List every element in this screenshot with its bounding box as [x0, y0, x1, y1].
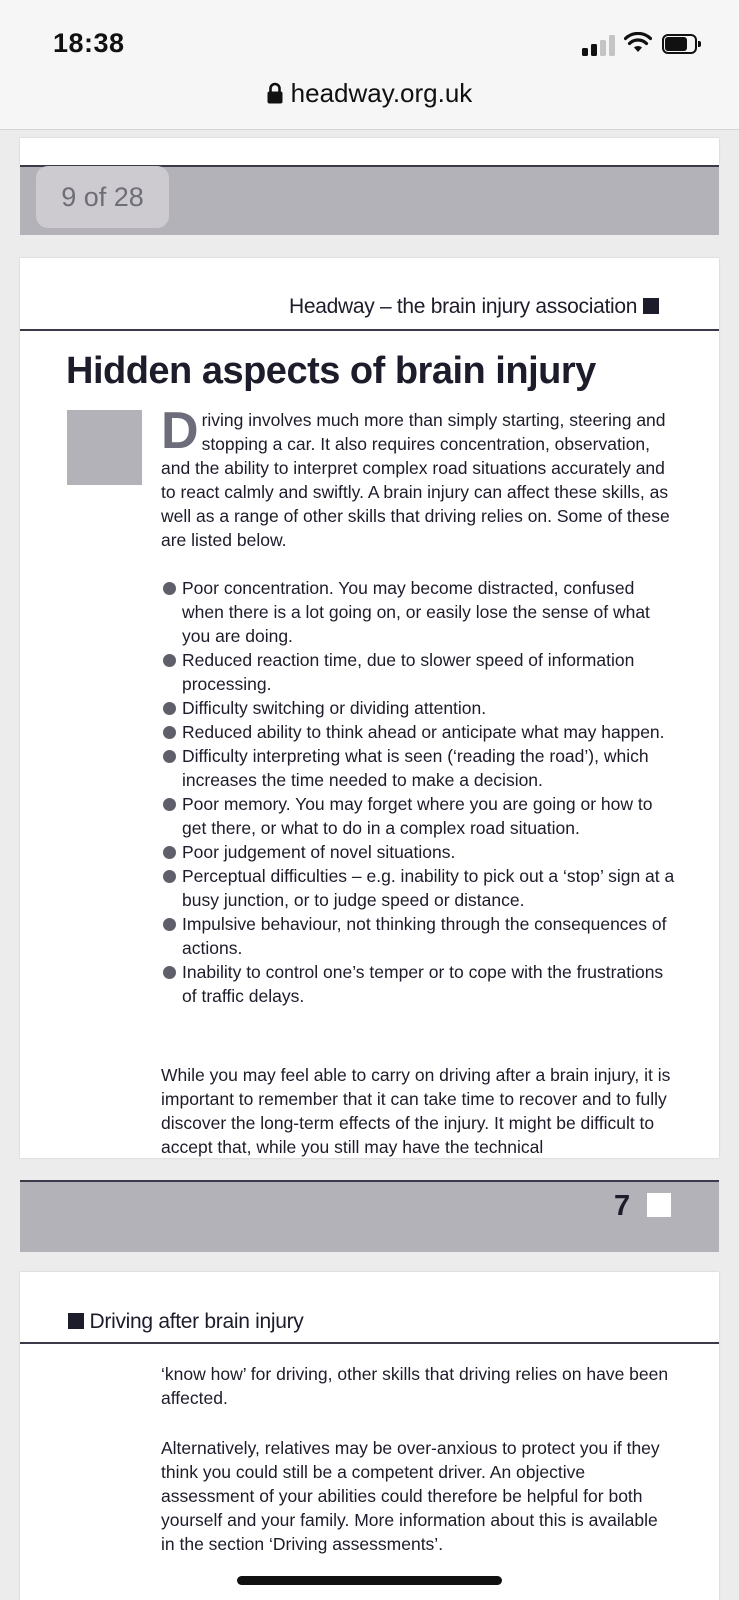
status-bar	[0, 0, 739, 78]
list-item: Reduced ability to think ahead or anticipate what may happen.	[161, 720, 676, 744]
list-item: Poor concentration. You may become distracted, confused when there is a lot going on, or easily lose the sense of what you are doing.	[161, 576, 676, 648]
cellular-signal-icon	[582, 34, 616, 56]
header-rule	[20, 1342, 719, 1344]
status-time: 18:38	[53, 28, 125, 58]
intro-paragraph	[161, 402, 676, 552]
page-8-paragraph-2: Alternatively, relatives may be over-anxious to protect you if they think you could still be a competent driver. An objective assessment of your abilities could therefore be helpful for both yourself and your family. More information about this is available in the section ‘Driving assessments’.	[161, 1438, 660, 1554]
lock-icon	[267, 82, 283, 104]
list-item: Poor judgement of novel situations.	[161, 840, 676, 864]
page-8-paragraph-1: ‘know how’ for driving, other skills that driving relies on have been affected.	[161, 1364, 669, 1408]
list-item: Difficulty interpreting what is seen (‘reading the road’), which increases the time needed to make a decision.	[161, 744, 676, 792]
list-item: Reduced reaction time, due to slower speed of information processing.	[161, 648, 676, 696]
closing-paragraph: While you may feel able to carry on driving after a brain injury, it is important to remember that it can take time to recover and to fully discover the long-term effects of the injury. It might be difficult to accept that, while you still may have the technical	[161, 1065, 671, 1157]
drop-cap: D	[161, 402, 199, 460]
running-head-page-8	[68, 1310, 304, 1334]
bullet-list-container	[161, 576, 676, 1008]
list-item: Impulsive behaviour, not thinking through the consequences of actions.	[161, 912, 676, 960]
list-item: Poor memory. You may forget where you are going or how to get there, or what to do in a complex road situation.	[161, 792, 676, 840]
list-item: Difficulty switching or dividing attention.	[161, 696, 676, 720]
decorative-grey-box	[67, 410, 142, 485]
page-counter-badge: 9 of 28	[36, 166, 169, 228]
previous-page	[20, 138, 719, 165]
square-marker-icon	[643, 298, 659, 314]
battery-icon	[662, 34, 702, 54]
page-number: 7	[614, 1190, 631, 1222]
header-rule	[20, 329, 719, 331]
running-head	[289, 295, 659, 319]
wifi-icon	[624, 32, 652, 54]
browser-address-bar[interactable]	[0, 78, 739, 130]
square-marker-icon	[647, 1193, 671, 1217]
bullet-list	[161, 576, 676, 1008]
url-text[interactable]: headway.org.uk	[290, 77, 473, 108]
square-marker-icon	[68, 1313, 84, 1329]
intro-text: riving involves much more than simply starting, steering and stopping a car. It also requires concentration, observation, and the ability to interpret complex road situations accurately and to react calmly and swiftly. A brain injury can affect these skills, as well as a range of other skills that driving relies on. Some of these are listed below.	[161, 410, 670, 550]
page-title: Hidden aspects of brain injury	[66, 350, 596, 392]
running-head-text: Headway – the brain injury association	[289, 295, 638, 318]
home-indicator[interactable]	[237, 1576, 502, 1585]
running-head-text: Driving after brain injury	[89, 1310, 304, 1333]
list-item: Perceptual difficulties – e.g. inability to pick out a ‘stop’ sign at a busy junction, or to judge speed or distance.	[161, 864, 676, 912]
list-item: Inability to control one’s temper or to cope with the frustrations of traffic delays.	[161, 960, 676, 1008]
